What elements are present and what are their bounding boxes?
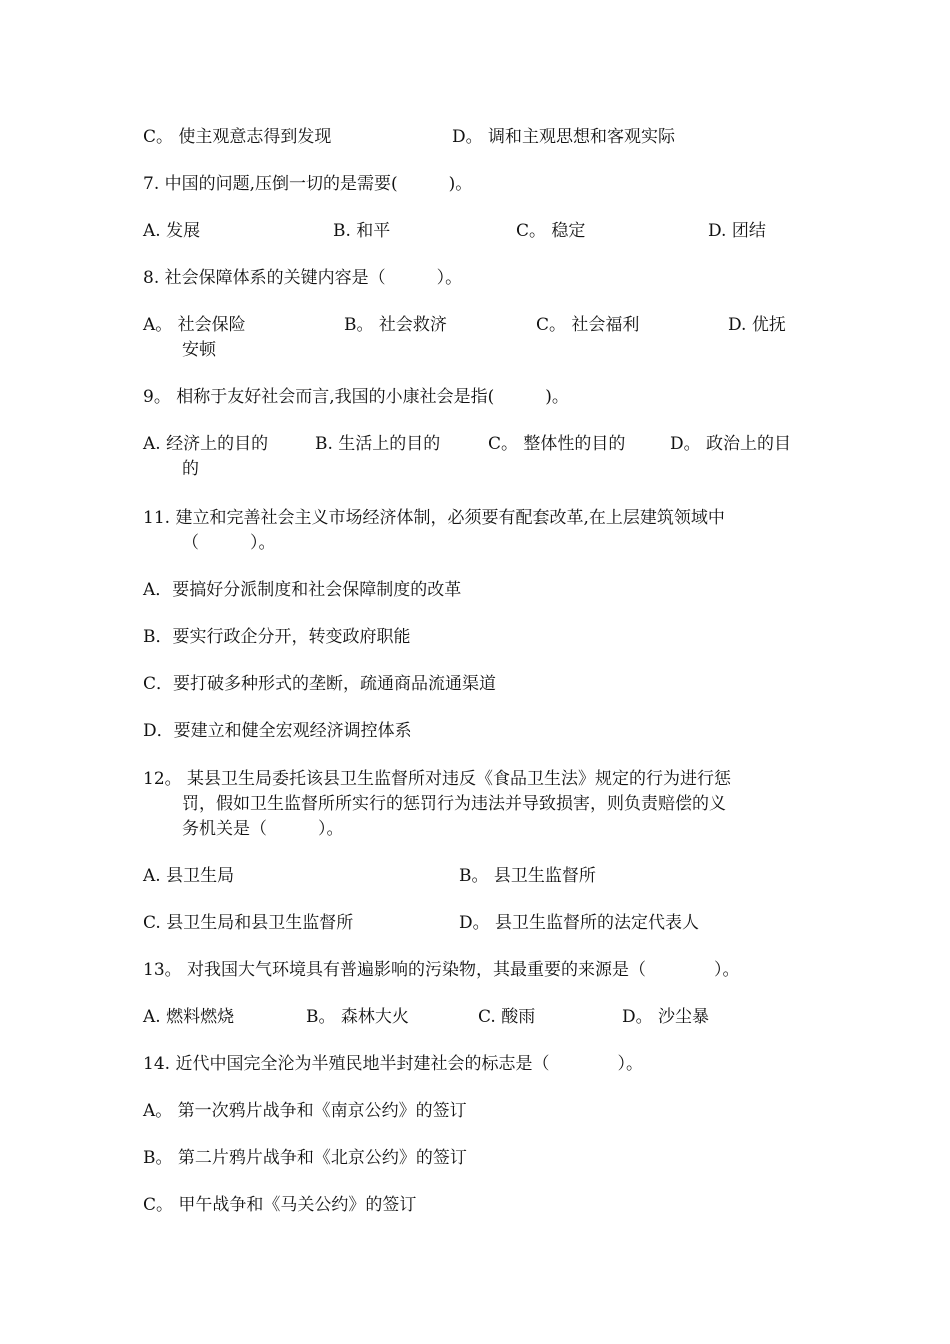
q11-stem-line-2: （ ）。 [182, 533, 276, 553]
q13-option-d: D。 沙尘暴 [622, 1007, 710, 1027]
q12-stem-line-2: 罚，假如卫生监督所所实行的惩罚行为违法并导致损害，则负责赔偿的义 [182, 794, 726, 814]
q14-option-c: C。 甲午战争和《马关公约》的签订 [143, 1195, 417, 1215]
q14-stem: 14. 近代中国完全沦为半殖民地半封建社会的标志是（ ）。 [143, 1054, 643, 1074]
q13-option-b: B。 森林大火 [306, 1007, 409, 1027]
q7-option-b: B. 和平 [333, 221, 391, 241]
q8-option-d-continuation: 安顿 [182, 340, 216, 360]
q14-option-a: A。 第一次鸦片战争和《南京公约》的签订 [143, 1101, 467, 1121]
q6-option-c: C。 使主观意志得到发现 [143, 127, 332, 147]
q11-stem-line-1: 11. 建立和完善社会主义市场经济体制，必须要有配套改革,在上层建筑领域中 [143, 508, 725, 528]
q11-option-d: D．要建立和健全宏观经济调控体系 [143, 721, 412, 741]
q7-option-d: D. 团结 [708, 221, 766, 241]
q7-option-c: C。 稳定 [516, 221, 586, 241]
q13-option-c: C. 酸雨 [478, 1007, 536, 1027]
q13-stem: 13。 对我国大气环境具有普遍影响的污染物，其最重要的来源是（ ）。 [143, 960, 740, 980]
q9-option-b: B. 生活上的目的 [315, 434, 441, 454]
q7-stem: 7. 中国的问题,压倒一切的是需要( )。 [143, 174, 473, 194]
q8-option-c: C。 社会福利 [536, 315, 640, 335]
q9-option-a: A. 经济上的目的 [143, 434, 269, 454]
q14-option-b: B。 第二片鸦片战争和《北京公约》的签订 [143, 1148, 467, 1168]
q11-option-a: A．要搞好分派制度和社会保障制度的改革 [143, 580, 462, 600]
q8-option-b: B。 社会救济 [344, 315, 447, 335]
q12-option-d: D。 县卫生监督所的法定代表人 [459, 913, 700, 933]
q12-option-b: B。 县卫生监督所 [459, 866, 596, 886]
q8-option-a: A。 社会保险 [143, 315, 246, 335]
q9-option-d: D。 政治上的目 [670, 434, 792, 454]
q9-option-c: C。 整体性的目的 [488, 434, 626, 454]
q11-option-c: C．要打破多种形式的垄断，疏通商品流通渠道 [143, 674, 497, 694]
q12-option-a: A. 县卫生局 [143, 866, 235, 886]
q11-option-b: B．要实行政企分开，转变政府职能 [143, 627, 411, 647]
q6-option-d: D。 调和主观思想和客观实际 [452, 127, 676, 147]
q12-option-c: C. 县卫生局和县卫生监督所 [143, 913, 354, 933]
q7-option-a: A. 发展 [143, 221, 201, 241]
q12-stem-line-1: 12。 某县卫生局委托该县卫生监督所对违反《食品卫生法》规定的行为进行惩 [143, 769, 732, 789]
q13-option-a: A. 燃料燃烧 [143, 1007, 235, 1027]
q8-option-d: D. 优抚 [728, 315, 786, 335]
q8-stem: 8. 社会保障体系的关键内容是（ ）。 [143, 268, 463, 288]
q9-option-d-continuation: 的 [182, 459, 199, 479]
q12-stem-line-3: 务机关是（ ）。 [182, 819, 344, 839]
q9-stem: 9。 相称于友好社会而言,我国的小康社会是指( )。 [143, 387, 569, 407]
